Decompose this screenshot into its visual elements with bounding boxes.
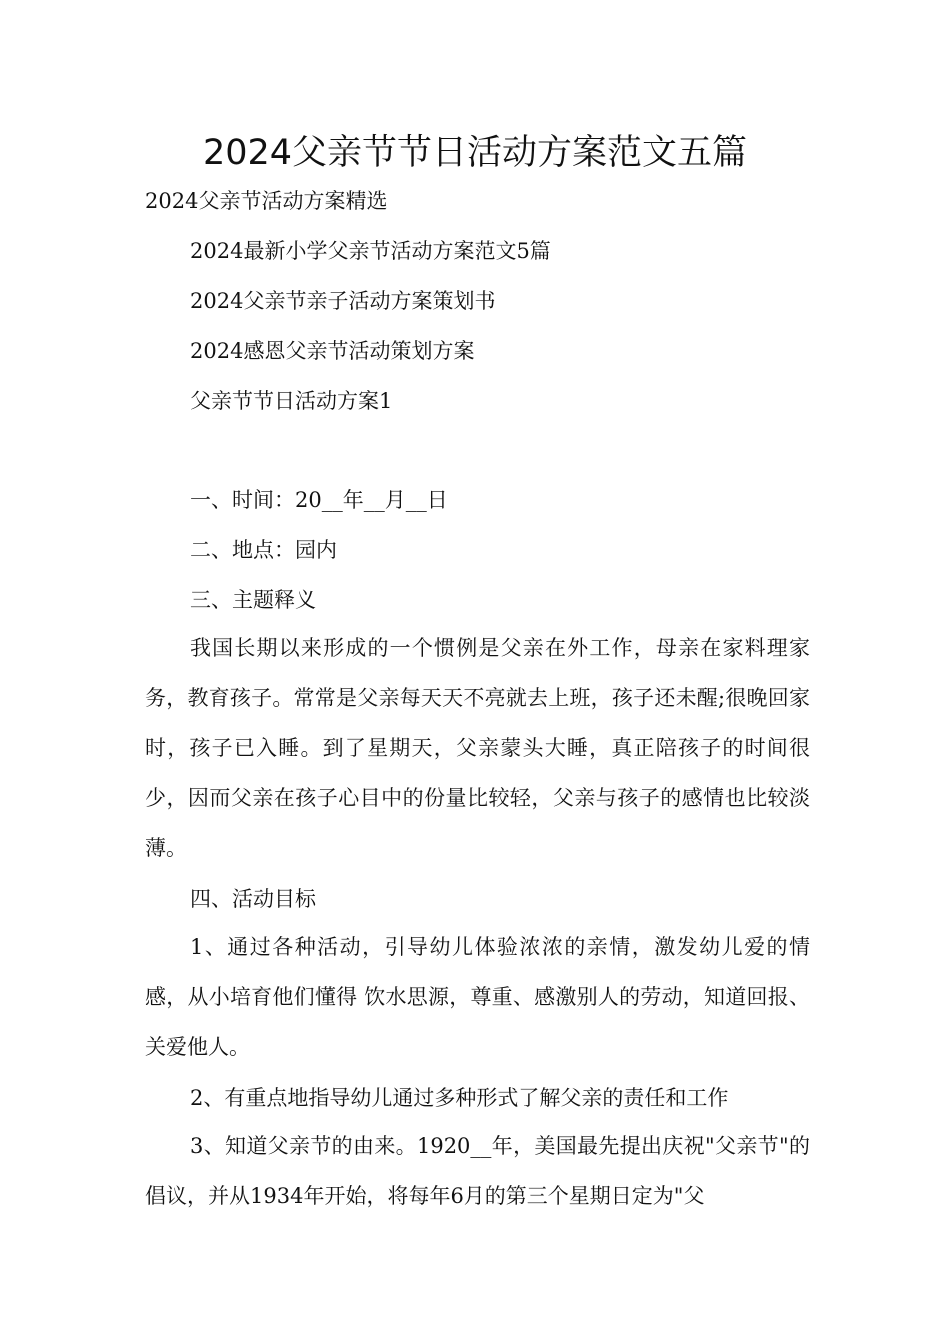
goal-3-paragraph: 3、知道父亲节的由来。1920__年，美国最先提出庆祝"父亲节"的倡议，并从1934年开始，将每年6月的第三个星期日定为"父	[145, 1134, 810, 1208]
related-article-2: 2024父亲节亲子活动方案策划书	[190, 289, 496, 313]
item-goal-heading: 四、活动目标	[190, 887, 316, 911]
item-time: 一、时间：20__年__月__日	[190, 488, 448, 512]
related-article-1: 2024最新小学父亲节活动方案范文5篇	[190, 239, 551, 263]
item-place: 二、地点：园内	[190, 538, 337, 562]
goal-1-paragraph: 1、通过各种活动，引导幼儿体验浓浓的亲情，激发幼儿爱的情感，从小培育他们懂得 饮水思源，尊重、感激别人的劳动，知道回报、关爱他人。	[145, 935, 810, 1059]
related-article-3: 2024感恩父亲节活动策划方案	[190, 339, 475, 363]
section-title: 父亲节节日活动方案1	[190, 389, 393, 413]
document-title: 2024父亲节节日活动方案范文五篇	[202, 133, 748, 173]
item-theme-heading: 三、主题释义	[190, 588, 316, 612]
document-subtitle: 2024父亲节活动方案精选	[145, 189, 388, 213]
goal-2-line: 2、有重点地指导幼儿通过多种形式了解父亲的责任和工作	[190, 1086, 729, 1110]
theme-paragraph: 我国长期以来形成的一个惯例是父亲在外工作，母亲在家料理家务，教育孩子。常常是父亲每天天不亮就去上班，孩子还未醒;很晚回家时，孩子已入睡。到了星期天，父亲蒙头大睡，真正陪孩子的时间很少，因而父亲在孩子心目中的份量比较轻，父亲与孩子的感情也比较淡薄。	[145, 636, 810, 860]
